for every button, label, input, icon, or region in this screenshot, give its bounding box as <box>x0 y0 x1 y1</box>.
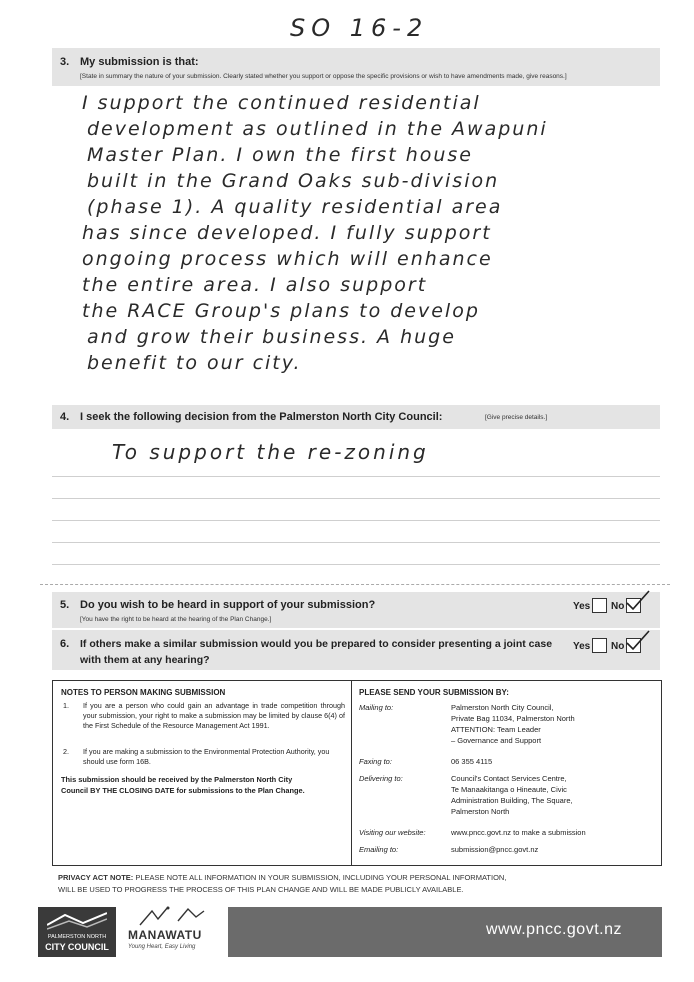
delivering-label: Delivering to: <box>359 774 403 783</box>
email-link[interactable]: submission@pncc.govt.nz <box>451 845 539 854</box>
section-6-yes-checkbox[interactable] <box>592 638 607 653</box>
mailing-line: – Governance and Support <box>451 736 542 745</box>
section-6-header <box>52 630 660 670</box>
header-annotation: SO 16-2 <box>290 14 429 42</box>
footer-url[interactable]: www.pncc.govt.nz <box>485 921 622 938</box>
ruled-line <box>52 476 660 477</box>
handwritten-line: and grow their business. A huge <box>87 326 456 348</box>
ruled-line <box>52 498 660 499</box>
mailing-line: ATTENTION: Team Leader <box>451 725 541 734</box>
send-title: PLEASE SEND YOUR SUBMISSION BY: <box>359 688 509 697</box>
section-5-no-checkbox[interactable] <box>626 598 641 613</box>
delivering-line: Te Manaakitanga o Hineaute, Civic <box>451 785 567 794</box>
mailing-label: Mailing to: <box>359 703 394 712</box>
manawatu-wordmark: MANAWATU <box>128 928 202 942</box>
handwritten-line: Master Plan. I own the first house <box>87 144 473 166</box>
section-4-title: I seek the following decision from the Palmerston North City Council: <box>80 411 443 423</box>
section-4-number: 4. <box>60 411 70 423</box>
ruled-line <box>52 542 660 543</box>
notes-box <box>52 680 662 866</box>
note-2-number: 2. <box>63 747 69 756</box>
section-3-header <box>52 48 660 86</box>
note-1-text: If you are a person who could gain an advantage in trade competition through your submission, your right to make a submission may be limited by clause 6(4) of the First Schedule of the Resource Management Act 1991. <box>83 701 345 730</box>
mailing-line: Palmerston North City Council, <box>451 703 554 712</box>
mailing-line: Private Bag 11034, Palmerston North <box>451 714 575 723</box>
section-3-title: My submission is that: <box>80 56 199 68</box>
note-2-text: If you are making a submission to the Environmental Protection Authority, you should use form 16B. <box>83 747 330 766</box>
privacy-note <box>58 872 506 896</box>
section-5-no-label: No <box>611 601 625 612</box>
section-4-header <box>52 405 660 429</box>
privacy-text-1: PLEASE NOTE ALL INFORMATION IN YOUR SUBMISSION, INCLUDING YOUR PERSONAL INFORMATION, <box>133 873 507 882</box>
handwritten-line: the entire area. I also support <box>82 274 428 296</box>
ruled-line <box>52 520 660 521</box>
delivering-line: Council's Contact Services Centre, <box>451 774 567 783</box>
checkmark-icon <box>625 589 651 611</box>
delivering-line: Administration Building, The Square, <box>451 796 573 805</box>
section-5-number: 5. <box>60 599 70 611</box>
section-6-title-line1: If others make a similar submission would you be prepared to consider presenting a joint case <box>80 638 553 650</box>
email-label: Emailing to: <box>359 845 399 854</box>
faxing-label: Faxing to: <box>359 757 392 766</box>
handwritten-line: has since developed. I fully support <box>82 222 492 244</box>
handwritten-line: (phase 1). A quality residential area <box>87 196 503 218</box>
closing-line-2: Council BY THE CLOSING DATE for submissions to the Plan Change. <box>61 786 305 795</box>
delivering-line: Palmerston North <box>451 807 510 816</box>
manawatu-tagline: Young Heart, Easy Living <box>128 944 196 950</box>
handwritten-line: I support the continued residential <box>82 92 481 114</box>
manawatu-logo <box>128 903 220 957</box>
section-5-header <box>52 592 660 628</box>
checkmark-icon <box>625 629 651 651</box>
section-4-instruction: [Give precise details.] <box>485 414 548 421</box>
section-6-number: 6. <box>60 638 70 650</box>
website-link[interactable]: www.pncc.govt.nz to make a submission <box>451 828 586 837</box>
note-1-number: 1. <box>63 701 69 710</box>
pncc-logo <box>38 907 116 957</box>
section-divider <box>40 584 670 585</box>
section-3-number: 3. <box>60 56 70 68</box>
section-5-yes-checkbox[interactable] <box>592 598 607 613</box>
handwritten-line: built in the Grand Oaks sub-division <box>87 170 500 192</box>
fax-number: 06 355 4115 <box>451 757 493 766</box>
section-6-no-checkbox[interactable] <box>626 638 641 653</box>
section-5-title: Do you wish to be heard in support of your submission? <box>80 599 376 611</box>
section-5-yes-label: Yes <box>573 601 591 612</box>
footer-bar <box>228 907 662 957</box>
handwritten-line: benefit to our city. <box>87 352 302 374</box>
privacy-lead: PRIVACY ACT NOTE: <box>58 873 134 882</box>
handwritten-line: the RACE Group's plans to develop <box>82 300 480 322</box>
pncc-logo-icon <box>47 911 107 931</box>
ruled-line <box>52 564 660 565</box>
privacy-text-2: WILL BE USED TO PROGRESS THE PROCESS OF THIS PLAN CHANGE AND WILL BE MADE PUBLICLY AVAILABLE. <box>58 885 464 894</box>
section-6-no-label: No <box>611 641 625 652</box>
section-6-yes-label: Yes <box>573 641 591 652</box>
handwritten-line: ongoing process which will enhance <box>82 248 493 270</box>
decision-handwriting: To support the re-zoning <box>112 440 429 464</box>
handwritten-line: development as outlined in the Awapuni <box>87 118 548 140</box>
pncc-line-2: CITY COUNCIL <box>45 942 109 952</box>
notes-title: NOTES TO PERSON MAKING SUBMISSION <box>61 688 226 697</box>
section-3-instruction: [State in summary the nature of your submission. Clearly stated whether you support or oppose the specific provisions or wish to have amendments made, give reasons.] <box>80 73 567 80</box>
pncc-line-1: PALMERSTON NORTH <box>47 934 107 940</box>
closing-line-1: This submission should be received by the Palmerston North City <box>61 775 293 784</box>
website-label: Visiting our website: <box>359 828 426 837</box>
manawatu-bird-icon <box>138 905 208 929</box>
notes-divider <box>351 681 352 865</box>
privacy-line-1 <box>58 872 506 884</box>
section-6-title-line2: with them at any hearing? <box>80 654 210 666</box>
section-5-instruction: [You have the right to be heard at the hearing of the Plan Change.] <box>80 616 272 623</box>
